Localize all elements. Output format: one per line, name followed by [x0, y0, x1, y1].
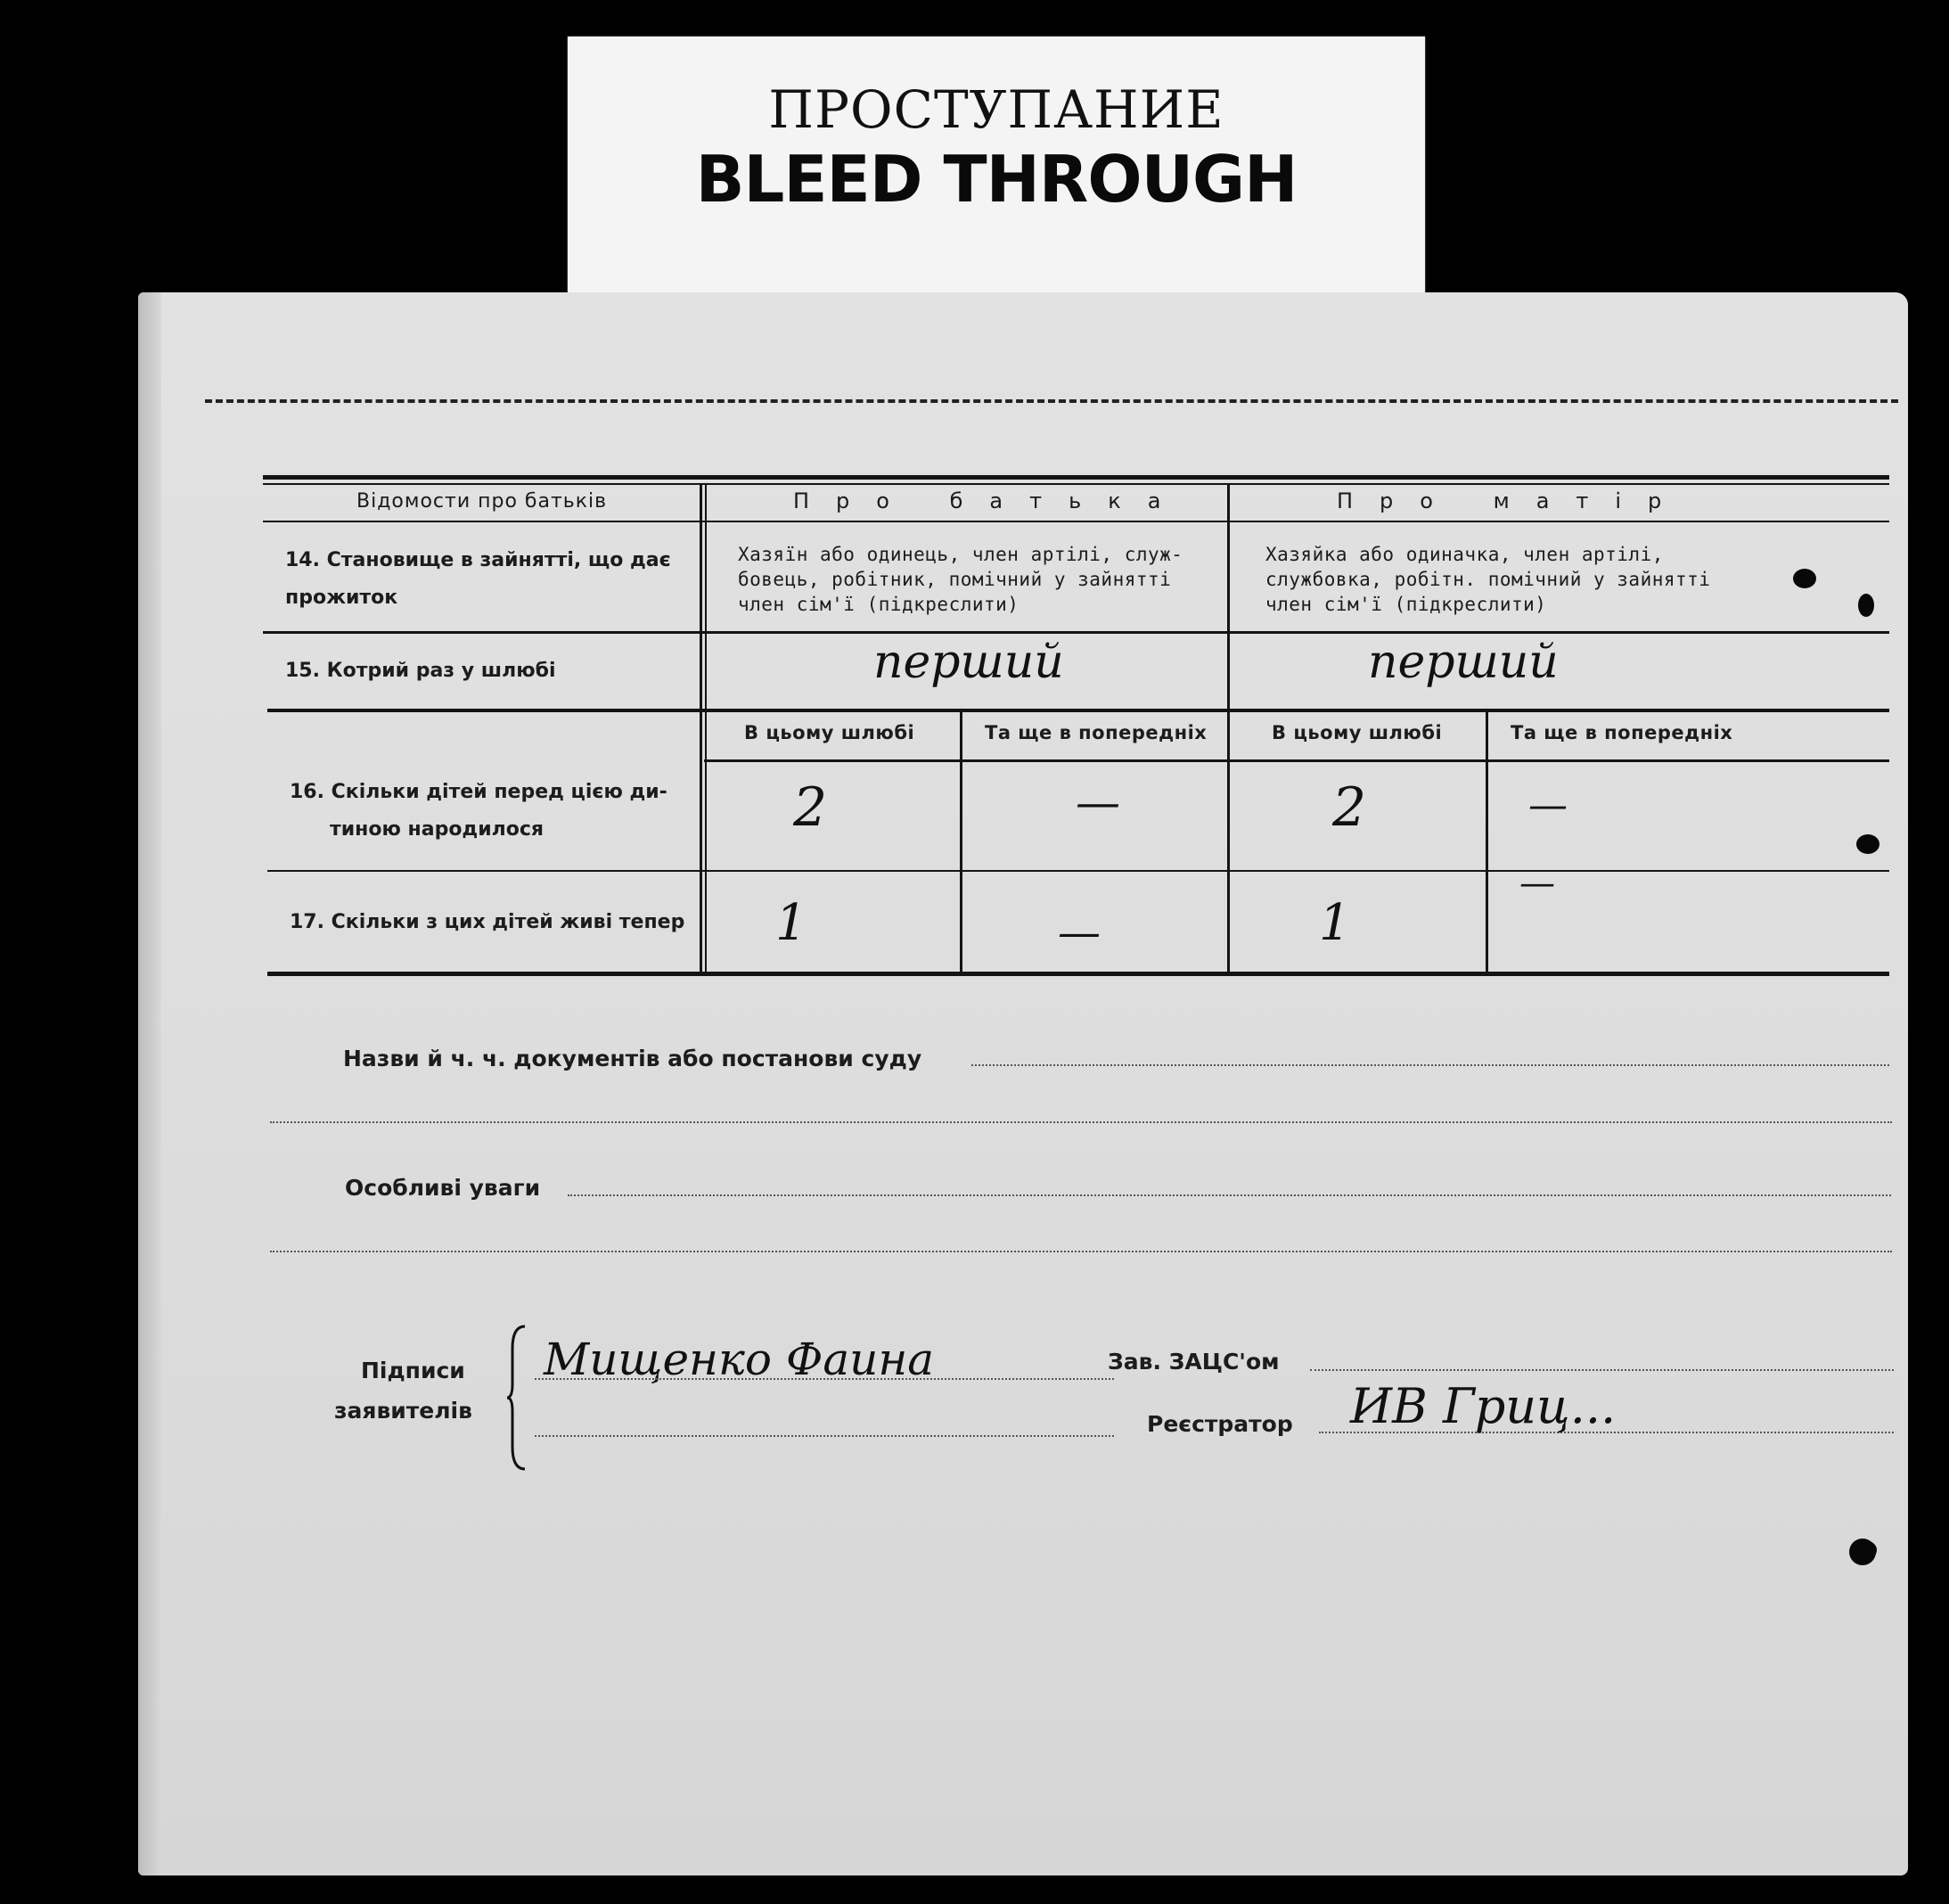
- col-divider-mother: [1486, 711, 1488, 975]
- row16-label-line2: тиною народилося: [330, 818, 545, 841]
- subheader-rule: [704, 759, 1889, 762]
- row16-father-this: 2: [793, 776, 828, 839]
- applicant-signature: Мищенко Фаина: [544, 1334, 935, 1385]
- head-sign-line: [1310, 1369, 1894, 1371]
- col-divider-1b: [705, 485, 707, 975]
- tag-text-english: BLEED THROUGH: [695, 142, 1298, 217]
- applicant-sign-line-1: [535, 1378, 1114, 1380]
- father-option-line: член сім'ї (підкреслити): [738, 594, 1020, 615]
- row17-label: 17. Скільки з цих дітей живі тепер: [290, 911, 685, 933]
- perforation-line: [205, 399, 1898, 403]
- registrar-label: Реєстратор: [1147, 1411, 1293, 1437]
- binding-hole: [1793, 569, 1816, 588]
- row14-label: 14. Становище в зайнятті, що дає прожиток: [285, 549, 671, 609]
- bleed-through-tag: [568, 37, 1425, 304]
- binding-hole: [1849, 1539, 1876, 1565]
- row15-label: 15. Котрий раз у шлюбі: [285, 660, 556, 682]
- subheader-father-previous: Та ще в попередніх: [985, 722, 1208, 743]
- remarks-line-2: [270, 1251, 1892, 1252]
- binding-hole: [1856, 834, 1879, 854]
- table-top-rule: [263, 475, 1889, 480]
- mother-option-line: член сім'ї (підкреслити): [1265, 594, 1547, 615]
- header-col2: Про батька: [793, 488, 1188, 513]
- row16-father-previous: —: [1076, 776, 1120, 828]
- row16-mother-previous: —: [1528, 783, 1568, 828]
- row17-father-this: 1: [775, 894, 807, 952]
- row17-mother-this: 1: [1319, 894, 1351, 952]
- remarks-line: [568, 1194, 1891, 1196]
- row17-father-previous: —: [1058, 907, 1101, 957]
- remarks-label: Особливі уваги: [345, 1175, 541, 1201]
- row16-rule: [267, 870, 1889, 872]
- documents-line-2: [270, 1121, 1892, 1123]
- row16-mother-this: 2: [1332, 776, 1367, 839]
- applicants-label-2: заявителів: [334, 1398, 472, 1424]
- signature-bracket: [505, 1322, 532, 1473]
- applicant-sign-line-2: [535, 1435, 1114, 1437]
- header-col3: Про матір: [1337, 488, 1689, 513]
- row15-father-value: перший: [873, 636, 1064, 689]
- header-col1: Відомости про батьків: [356, 490, 608, 513]
- mother-option-line: Хазяйка або одиначка, член артілі,: [1265, 544, 1664, 565]
- row14-mother-options: [1265, 542, 1710, 617]
- tag-text-russian: ПРОСТУПАНИЕ: [768, 79, 1224, 140]
- subheader-father-this-marriage: В цьому шлюбі: [744, 722, 915, 743]
- binding-hole: [1858, 594, 1874, 617]
- subheader-mother-this-marriage: В цьому шлюбі: [1272, 722, 1443, 743]
- row14-father-options: [738, 542, 1183, 617]
- father-option-line: бовець, робітник, помічний у зайнятті: [738, 569, 1172, 590]
- document-sheet: [138, 292, 1908, 1875]
- sheet-left-edge: [138, 292, 161, 1875]
- registrar-signature: ИВ Гриц...: [1350, 1378, 1617, 1434]
- row15-mother-value: перший: [1368, 636, 1559, 689]
- header-rule: [263, 521, 1889, 522]
- row17-mother-previous: —: [1519, 863, 1555, 904]
- row16-label-line1: 16. Скільки дітей перед цією ди-: [290, 781, 667, 803]
- col-divider-1: [700, 485, 702, 975]
- subheader-mother-previous: Та ще в попередніх: [1511, 722, 1733, 743]
- row15-rule: [267, 709, 1889, 712]
- head-label: Зав. ЗАЦС'ом: [1108, 1349, 1280, 1375]
- father-option-line: Хазяїн або одинець, член артілі, служ-: [738, 544, 1183, 565]
- col-divider-2: [1227, 485, 1230, 975]
- table-bottom-rule: [267, 972, 1889, 976]
- applicants-label-1: Підписи: [361, 1358, 465, 1383]
- col-divider-father: [960, 711, 962, 975]
- documents-label: Назви й ч. ч. документів або постанови суду: [343, 1046, 922, 1071]
- table-top-rule-thin: [263, 483, 1889, 485]
- row14-rule: [263, 631, 1889, 634]
- mother-option-line: службовка, робітн. помічний у зайнятті: [1265, 569, 1711, 590]
- documents-line: [971, 1064, 1889, 1066]
